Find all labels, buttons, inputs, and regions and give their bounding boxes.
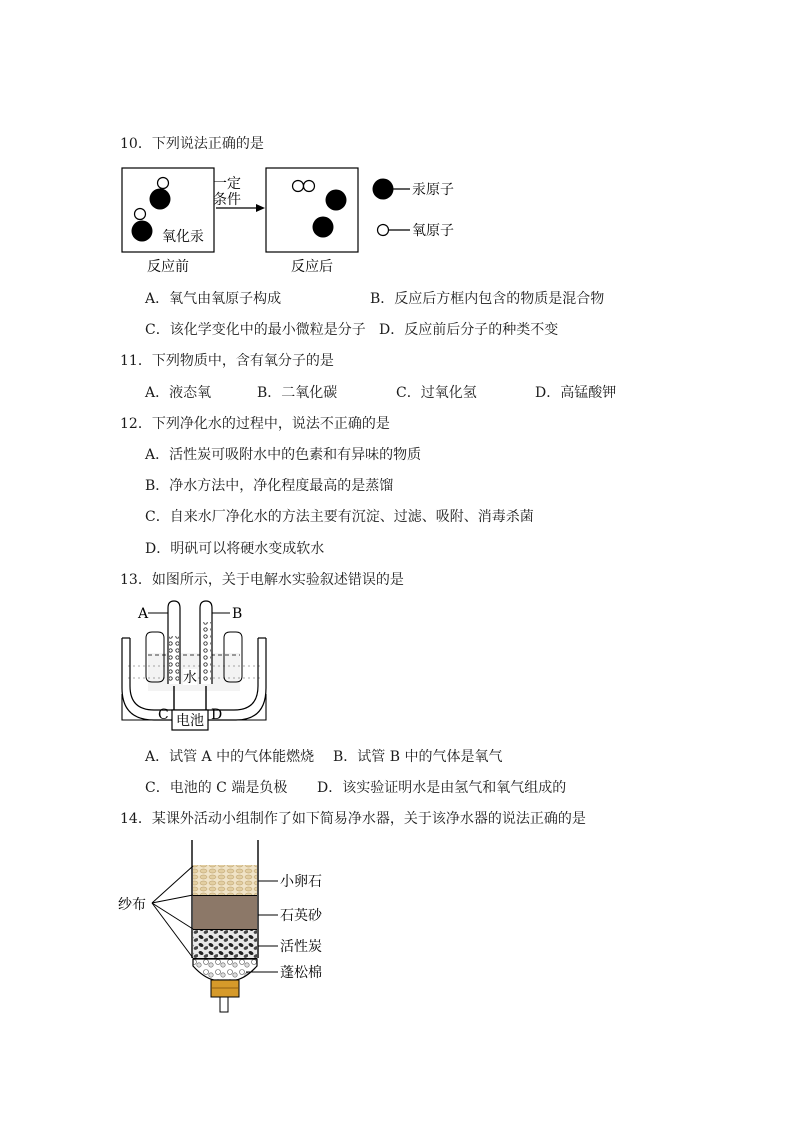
- outlet-nozzle: [220, 997, 228, 1012]
- quartz-sand-label: 石英砂: [280, 908, 322, 924]
- arrow-label-bottom: 条件: [213, 192, 241, 208]
- reaction-arrowhead: [256, 204, 265, 212]
- q10-option-c: C．该化学变化中的最小微粒是分子: [145, 322, 366, 338]
- oxygen-atom: [304, 181, 315, 192]
- q11-option-b: B．二氧化碳: [257, 385, 338, 401]
- mercury-atom: [326, 190, 347, 211]
- q12-option-b: B．净水方法中，净化程度最高的是蒸馏: [145, 478, 394, 494]
- q11-option-d: D．高锰酸钾: [535, 385, 617, 401]
- after-caption: 反应后: [291, 259, 333, 275]
- mercury-atom: [150, 189, 171, 210]
- q10-option-d: D．反应前后分子的种类不变: [379, 322, 559, 338]
- cotton-layer: [193, 959, 257, 980]
- q12-option-d: D．明矾可以将硬水变成软水: [145, 541, 325, 557]
- pebble-layer: [193, 865, 257, 895]
- q13-option-c: C．电池的 C 端是负极: [145, 780, 288, 796]
- activated-carbon-label: 活性炭: [280, 939, 322, 955]
- cotton-label: 蓬松棉: [280, 965, 322, 981]
- gauze-label: 纱布: [118, 897, 146, 913]
- q11-stem: 11．下列物质中，含有氧分子的是: [120, 353, 334, 369]
- bottle-cap: [211, 980, 239, 997]
- water-label: 水: [183, 670, 197, 686]
- activated-carbon-layer: [193, 930, 257, 958]
- label-c: C: [158, 707, 169, 723]
- water-purifier-figure: [118, 838, 348, 1018]
- battery-label: 电池: [176, 713, 204, 729]
- q10-stem: 10．下列说法正确的是: [120, 136, 264, 152]
- q13-option-b: B．试管 B 中的气体是氧气: [333, 749, 503, 765]
- before-caption: 反应前: [147, 259, 189, 275]
- q13-option-a: A．试管 A 中的气体能燃烧: [145, 749, 315, 765]
- mercury-atom: [313, 217, 334, 238]
- pebbles-label: 小卵石: [280, 874, 322, 890]
- legend-mercury-atom: [373, 179, 394, 200]
- mercury-oxide-reaction-figure: [118, 160, 478, 282]
- label-b: B: [232, 606, 243, 622]
- box-label-mercury-oxide: 氧化汞: [162, 229, 204, 245]
- oxygen-atom: [293, 181, 304, 192]
- q12-option-a: A．活性炭可吸附水中的色素和有异味的物质: [145, 447, 422, 463]
- quartz-sand-layer: [193, 896, 257, 929]
- q11-option-c: C．过氧化氢: [396, 385, 477, 401]
- water-electrolysis-figure: [118, 598, 278, 734]
- q12-option-c: C．自来水厂净化水的方法主要有沉淀、过滤、吸附、消毒杀菌: [145, 509, 534, 525]
- q14-stem: 14．某课外活动小组制作了如下简易净水器，关于该净水器的说法正确的是: [120, 811, 586, 827]
- oxygen-atom: [158, 178, 169, 189]
- label-d: D: [211, 707, 223, 723]
- label-a: A: [138, 606, 149, 622]
- q10-option-a: A．氧气由氧原子构成: [145, 291, 282, 307]
- oxygen-atom: [135, 209, 146, 220]
- q11-option-a: A．液态氧: [145, 385, 212, 401]
- legend-oxygen-atom: [378, 225, 389, 236]
- legend-mercury-label: 汞原子: [412, 182, 454, 198]
- gas-bubbles-b: [201, 622, 211, 682]
- q13-stem: 13．如图所示，关于电解水实验叙述错误的是: [120, 572, 404, 588]
- q10-option-b: B．反应后方框内包含的物质是混合物: [370, 291, 605, 307]
- q12-stem: 12．下列净化水的过程中，说法不正确的是: [120, 416, 390, 432]
- arrow-label-top: 一定: [213, 176, 241, 192]
- q13-option-d: D．该实验证明水是由氢气和氧气组成的: [317, 780, 567, 796]
- after-box: [266, 168, 358, 252]
- legend-oxygen-label: 氧原子: [412, 223, 454, 239]
- mercury-atom: [132, 221, 153, 242]
- gas-bubbles-a: [169, 636, 179, 682]
